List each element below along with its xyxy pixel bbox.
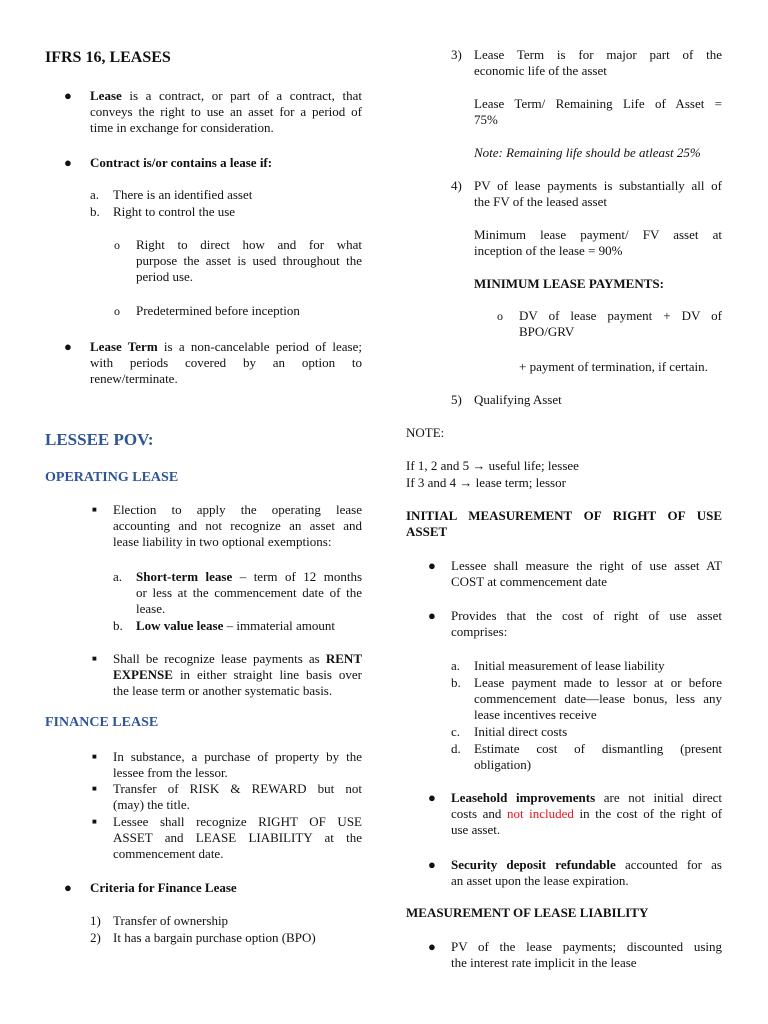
- bullet-dot: ●: [64, 339, 72, 354]
- short-term-line2: or less at the commencement date of the: [136, 585, 362, 600]
- init-line: Provides that the cost of right of use asset: [451, 608, 722, 623]
- item4-line: PV of lease payments is substantially all of: [474, 178, 722, 193]
- short-term-text: – term of 12 months: [239, 569, 363, 584]
- fin-line: Lessee shall recognize RIGHT OF USE: [113, 814, 362, 829]
- fin-line: ASSET and LEASE LIABILITY at the: [113, 830, 362, 845]
- sub-item-line: Right to direct how and for what: [136, 237, 362, 252]
- formula-line: Minimum lease payment/ FV asset at: [474, 227, 722, 242]
- bullet-circle: o: [497, 309, 503, 323]
- criteria-item-4: [474, 178, 722, 210]
- item3-line: Lease Term is for major part of the: [474, 47, 722, 62]
- cost-line: obligation): [474, 757, 532, 772]
- list-marker: 3): [451, 47, 462, 62]
- item4-formula: [474, 227, 722, 259]
- init-line: COST at commencement date: [451, 574, 608, 589]
- low-value-lease-item: [136, 618, 335, 634]
- list-marker: b.: [451, 675, 461, 690]
- mlp-plus-termination: + payment of termination, if certain.: [519, 359, 708, 374]
- security-deposit: [451, 857, 722, 889]
- sub-item: [136, 237, 362, 285]
- initial-bullet-1: [451, 558, 722, 590]
- criteria-item-3: [474, 47, 722, 79]
- mlp-line: DV of lease payment + DV of: [519, 308, 722, 323]
- bullet-square: ■: [92, 505, 97, 514]
- list-marker: d.: [451, 741, 461, 756]
- finance-lease-heading: FINANCE LEASE: [45, 715, 159, 730]
- criteria-item-5: Qualifying Asset: [474, 392, 562, 407]
- liability-bullet-1: [451, 939, 722, 971]
- init-line: Lessee shall measure the right of use asset AT: [451, 558, 722, 573]
- op-line: accounting and not recognize an asset and: [113, 518, 362, 533]
- security-line2: an asset upon the lease expiration.: [451, 873, 629, 888]
- op2-line2: in either straight line basis over: [179, 667, 363, 682]
- contract-item: There is an identified asset: [113, 187, 253, 202]
- operating-lease-heading: OPERATING LEASE: [45, 470, 179, 485]
- leasehold-term: Leasehold improvements: [451, 790, 596, 805]
- cost-line: commencement date—lease bonus, less any: [474, 691, 722, 706]
- list-marker: 1): [90, 913, 101, 928]
- cost-item: [474, 741, 722, 773]
- liability-line: the interest rate implicit in the lease: [451, 955, 637, 970]
- fin-line: Transfer of RISK & REWARD but not: [113, 781, 362, 796]
- formula-line: inception of the lease = 90%: [474, 243, 623, 258]
- bullet-dot: ●: [428, 608, 436, 623]
- list-marker: b.: [90, 204, 100, 219]
- cost-item: [474, 675, 722, 723]
- list-marker: 5): [451, 392, 462, 407]
- fin-line: commencement date.: [113, 846, 224, 861]
- short-term-label: Short-term lease: [136, 569, 233, 584]
- leasehold-improvements: [451, 790, 722, 838]
- op2-pre: Shall be recognize lease payments as: [113, 651, 320, 666]
- bullet-dot: ●: [428, 790, 436, 805]
- bullet-dot: ●: [64, 88, 72, 103]
- item3-line: economic life of the asset: [474, 63, 607, 78]
- lease-def-line2: conveys the right to use an asset for a period of: [90, 104, 362, 119]
- fin-line: lessee from the lessor.: [113, 765, 228, 780]
- list-marker: a.: [113, 569, 123, 584]
- initial-measurement-heading: [406, 508, 722, 540]
- lease-def-line3: time in exchange for consideration.: [90, 120, 274, 135]
- short-term-lease-item: [136, 569, 362, 617]
- fin-line: In substance, a purchase of property by the: [113, 749, 362, 764]
- finance-bullet-2: [113, 781, 362, 813]
- mlp-heading: MINIMUM LEASE PAYMENTS:: [474, 276, 664, 291]
- short-term-line3: lease.: [136, 601, 166, 616]
- bullet-dot: ●: [428, 939, 436, 954]
- lease-term-line1: is a non-cancelable period of lease;: [163, 339, 362, 354]
- op-line: Election to apply the operating lease: [113, 502, 362, 517]
- lessee-pov-heading: LESSEE POV:: [45, 430, 154, 449]
- bullet-circle: o: [114, 238, 120, 252]
- lease-liability-heading: MEASUREMENT OF LEASE LIABILITY: [406, 905, 649, 920]
- lease-term-line2: with periods covered by an option to: [90, 355, 362, 370]
- bullet-dot: ●: [64, 880, 72, 895]
- bullet-circle: o: [114, 304, 120, 318]
- lease-term-term: Lease Term: [90, 339, 158, 354]
- security-line1: accounted for as: [624, 857, 722, 872]
- bullet-square: ■: [92, 784, 97, 793]
- operating-bullet-1: [113, 502, 362, 550]
- bullet-square: ■: [92, 654, 97, 663]
- criteria-item: It has a bargain purchase option (BPO): [113, 930, 316, 945]
- lease-definition: [90, 88, 362, 136]
- rent-label: RENT: [325, 651, 362, 666]
- leasehold-post: in the cost of the right of: [579, 806, 723, 821]
- lease-term-label: Lease: [90, 88, 122, 103]
- bullet-square: ■: [92, 752, 97, 761]
- formula-line: Lease Term/ Remaining Life of Asset =: [474, 96, 722, 111]
- list-marker: c.: [451, 724, 461, 739]
- cost-line: Lease payment made to lessor at or before: [474, 675, 722, 690]
- cost-line: Estimate cost of dismantling (present: [474, 741, 722, 756]
- note-label: NOTE:: [406, 425, 445, 440]
- formula-line: 75%: [474, 112, 498, 127]
- cost-line: lease incentives receive: [474, 707, 597, 722]
- note-line-2: If 3 and 4 → lease term; lessor: [406, 475, 566, 490]
- lease-def-line1: is a contract, or part of a contract, that: [129, 88, 362, 103]
- expense-label: EXPENSE: [113, 667, 173, 682]
- cost-item: Initial direct costs: [474, 724, 568, 739]
- sub-item: Predetermined before inception: [136, 303, 300, 318]
- sub-item-line: purpose the asset is used throughout the: [136, 253, 362, 268]
- item4-line: the FV of the leased asset: [474, 194, 607, 209]
- finance-bullet-1: [113, 749, 362, 781]
- liability-line: PV of the lease payments; discounted using: [451, 939, 722, 954]
- bullet-dot: ●: [428, 558, 436, 573]
- bullet-square: ■: [92, 817, 97, 826]
- initial-bullet-2: [451, 608, 722, 640]
- leasehold-line3: use asset.: [451, 822, 501, 837]
- op-line: lease liability in two optional exemptions:: [113, 534, 332, 549]
- list-marker: a.: [451, 658, 461, 673]
- cost-item: Initial measurement of lease liability: [474, 658, 665, 673]
- heading-line: ASSET: [406, 524, 448, 539]
- operating-bullet-2: [113, 651, 362, 699]
- item3-note: Note: Remaining life should be atleast 25%: [474, 145, 701, 160]
- mlp-line: BPO/GRV: [519, 324, 575, 339]
- leasehold-line1: are not initial direct: [603, 790, 722, 805]
- op2-line3: the lease term or another systematic basis.: [113, 683, 333, 698]
- init-line: comprises:: [451, 624, 508, 639]
- not-included-highlight: not included: [506, 806, 574, 821]
- bullet-dot: ●: [428, 857, 436, 872]
- security-term: Security deposit refundable: [451, 857, 616, 872]
- note-line-1: If 1, 2 and 5 → useful life; lessee: [406, 458, 579, 473]
- heading-line: INITIAL MEASUREMENT OF RIGHT OF USE: [406, 508, 722, 523]
- finance-bullet-3: [113, 814, 362, 862]
- document-title: IFRS 16, LEASES: [45, 49, 171, 66]
- list-marker: b.: [113, 618, 123, 633]
- low-value-label: Low value lease: [136, 618, 224, 633]
- contract-heading: Contract is/or contains a lease if:: [90, 155, 273, 170]
- list-marker: 4): [451, 178, 462, 193]
- low-value-text: – immaterial amount: [226, 618, 335, 633]
- sub-item-line: period use.: [136, 269, 194, 284]
- list-marker: 2): [90, 930, 101, 945]
- lease-term-line3: renew/terminate.: [90, 371, 178, 386]
- criteria-heading: Criteria for Finance Lease: [90, 880, 237, 895]
- lease-term-definition: [90, 339, 362, 387]
- bullet-dot: ●: [64, 155, 72, 170]
- item3-formula: [474, 96, 722, 128]
- mlp-item: [519, 308, 722, 340]
- leasehold-pre: costs and: [451, 806, 502, 821]
- criteria-item: Transfer of ownership: [113, 913, 229, 928]
- fin-line: (may) the title.: [113, 797, 190, 812]
- list-marker: a.: [90, 187, 100, 202]
- contract-item: Right to control the use: [113, 204, 236, 219]
